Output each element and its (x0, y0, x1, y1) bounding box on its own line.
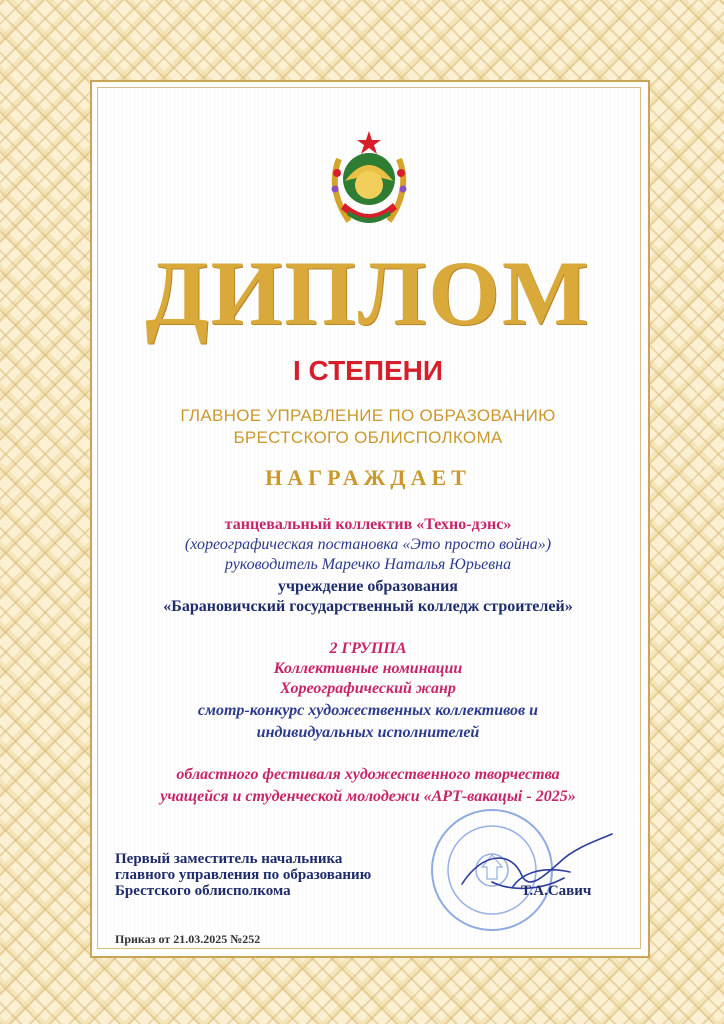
diploma-title: ДИПЛОМ (145, 242, 591, 344)
signer-line-2: главного управления по образованию (115, 867, 372, 883)
signer-line-3: Брестского облисполкома (115, 883, 291, 899)
state-emblem-icon (319, 129, 419, 239)
issuing-organization (97, 405, 639, 449)
contest-line-2: индивидуальных исполнителей (256, 724, 480, 741)
festival-line-2: учащейся и студенческой молодежи «АРТ-вакацыі - 2025» (160, 788, 576, 805)
organization-line-1: ГЛАВНОЕ УПРАВЛЕНИЕ ПО ОБРАЗОВАНИЮ (180, 406, 556, 425)
signer-name: Т.А.Савич (521, 883, 592, 899)
group: 2 ГРУППА (329, 640, 407, 657)
signer-title (115, 851, 445, 899)
order-reference: Приказ от 21.03.2025 №252 (115, 932, 261, 946)
festival-line-1: областного фестиваля художественного творчества (176, 766, 560, 783)
contest-line-1: смотр-конкурс художественных коллективов и (197, 702, 539, 719)
signer-line-1: Первый заместитель начальника (115, 851, 343, 867)
genre: Хореографический жанр (280, 680, 456, 697)
leader: руководитель Маречко Наталья Юрьевна (224, 556, 512, 573)
diploma-degree: I СТЕПЕНИ (292, 355, 443, 386)
institution-type: учреждение образования (278, 578, 458, 595)
awards-label: НАГРАЖДАЕТ (265, 465, 471, 490)
nomination: Коллективные номинации (273, 660, 463, 677)
performance: (хореографическая постановка «Это просто война») (184, 536, 552, 553)
institution-name: «Барановичский государственный колледж строителей» (163, 598, 573, 615)
recipient: танцевальный коллектив «Техно-дэнс» (224, 516, 512, 533)
diploma-content (97, 87, 639, 947)
signature-icon (452, 832, 622, 912)
organization-line-2: БРЕСТСКОГО ОБЛИСПОЛКОМА (233, 428, 503, 447)
